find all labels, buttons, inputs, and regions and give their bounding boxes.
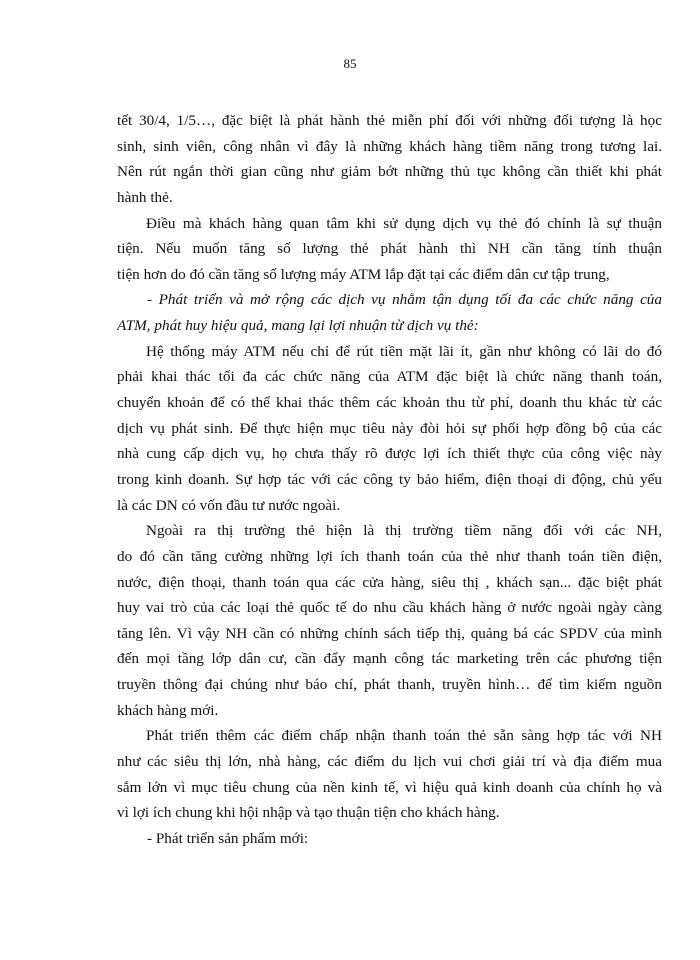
text-line: Phát triển thêm các điểm chấp nhận thanh toán thẻ sẵn sàng hợp tác với NH bbox=[146, 727, 662, 745]
text-line: Nên rút ngắn thời gian cũng như giảm bớt những thủ tục không cần thiết khi phát bbox=[117, 163, 662, 181]
text-line: huy vai trò của các loại thẻ quốc tế do nhu cầu khách hàng ở nước ngoài ngày càng bbox=[117, 599, 662, 617]
text-line: dịch vụ phát sinh. Để thực hiện mục tiêu này đòi hỏi sự phối hợp đồng bộ của các bbox=[117, 419, 662, 437]
text-line: sinh, sinh viên, công nhân vì đây là những khách hàng tiềm năng trong tương lai. bbox=[117, 137, 662, 155]
text-line: Hệ thống máy ATM nếu chỉ để rút tiền mặt lãi ít, gần như không có lãi do đó bbox=[146, 342, 662, 360]
paragraph bbox=[117, 108, 662, 211]
heading-line: - Phát triển sản phẩm mới: bbox=[147, 829, 309, 847]
section-heading bbox=[117, 826, 662, 852]
text-line: trong kinh doanh. Sự hợp tác với các công ty bảo hiểm, điện thoại di động, chủ yếu bbox=[117, 470, 662, 488]
paragraph bbox=[117, 339, 662, 518]
text-line: hành thẻ. bbox=[117, 188, 173, 206]
section-heading bbox=[117, 287, 662, 338]
text-line: đến mọi tầng lớp dân cư, cần đẩy mạnh công tác marketing trên các phương tiện bbox=[117, 650, 662, 668]
paragraph bbox=[117, 211, 662, 288]
text-line: truyền thông đại chúng như báo chí, phát thanh, truyền hình… để tìm kiếm nguồn bbox=[117, 676, 662, 694]
text-line: tết 30/4, 1/5…, đặc biệt là phát hành thẻ miễn phí đối với những đối tượng là học bbox=[117, 112, 662, 129]
paragraph bbox=[117, 518, 662, 723]
text-line: Điều mà khách hàng quan tâm khi sử dụng dịch vụ thẻ đó chính là sự thuận bbox=[146, 214, 662, 232]
text-line: Ngoài ra thị trường thẻ hiện là thị trường tiềm năng đối với các NH, bbox=[146, 522, 662, 540]
text-line: tiện. Nếu muốn tăng số lượng thẻ phát hành thì NH cần tăng tính thuận bbox=[117, 240, 662, 258]
text-line: là các DN có vốn đầu tư nước ngoài. bbox=[117, 496, 341, 514]
document-body bbox=[117, 108, 662, 852]
text-line: do đó cần tăng cường những lợi ích thanh toán của thẻ như thanh toán tiền điện, bbox=[117, 547, 662, 565]
heading-line: ATM, phát huy hiệu quả, mang lại lợi nhuận từ dịch vụ thẻ: bbox=[117, 317, 479, 335]
text-line: vì lợi ích chung khi hội nhập và tạo thuận tiện cho khách hàng. bbox=[117, 804, 500, 822]
text-line: nhà cung cấp dịch vụ, họ chưa thấy rõ được lợi ích thiết thực của công việc này bbox=[117, 445, 662, 463]
text-line: phải khai thác tối đa các chức năng của ATM đặc biệt là chức năng thanh toán, bbox=[117, 368, 662, 386]
text-line: tiện hơn do đó cần tăng số lượng máy ATM lắp đặt tại các điểm dân cư tập trung, bbox=[117, 265, 610, 283]
text-line: sắm lớn vì mục tiêu chung của nền kinh tế, vì hiệu quả kinh doanh của chính họ và bbox=[117, 778, 662, 796]
text-line: khách hàng mới. bbox=[117, 701, 219, 719]
paragraph bbox=[117, 723, 662, 826]
heading-line: - Phát triển và mở rộng các dịch vụ nhằm tận dụng tối đa các chức năng của bbox=[147, 291, 662, 309]
text-line: nước, điện thoại, thanh toán qua các cửa hàng, siêu thị , khách sạn... đặc biệt phát bbox=[117, 573, 662, 591]
text-line: như các siêu thị lớn, nhà hàng, các điểm du lịch vui chơi giải trí và địa điểm mua bbox=[117, 753, 662, 771]
page-number: 85 bbox=[343, 56, 357, 71]
text-line: chuyển khoản để có thể khai thác thêm các khoản thu từ phí, doanh thu khác từ các bbox=[117, 394, 662, 412]
text-line: tăng lên. Vì vậy NH cần có những chính sách tiếp thị, quảng bá các SPDV của mình bbox=[117, 624, 662, 642]
